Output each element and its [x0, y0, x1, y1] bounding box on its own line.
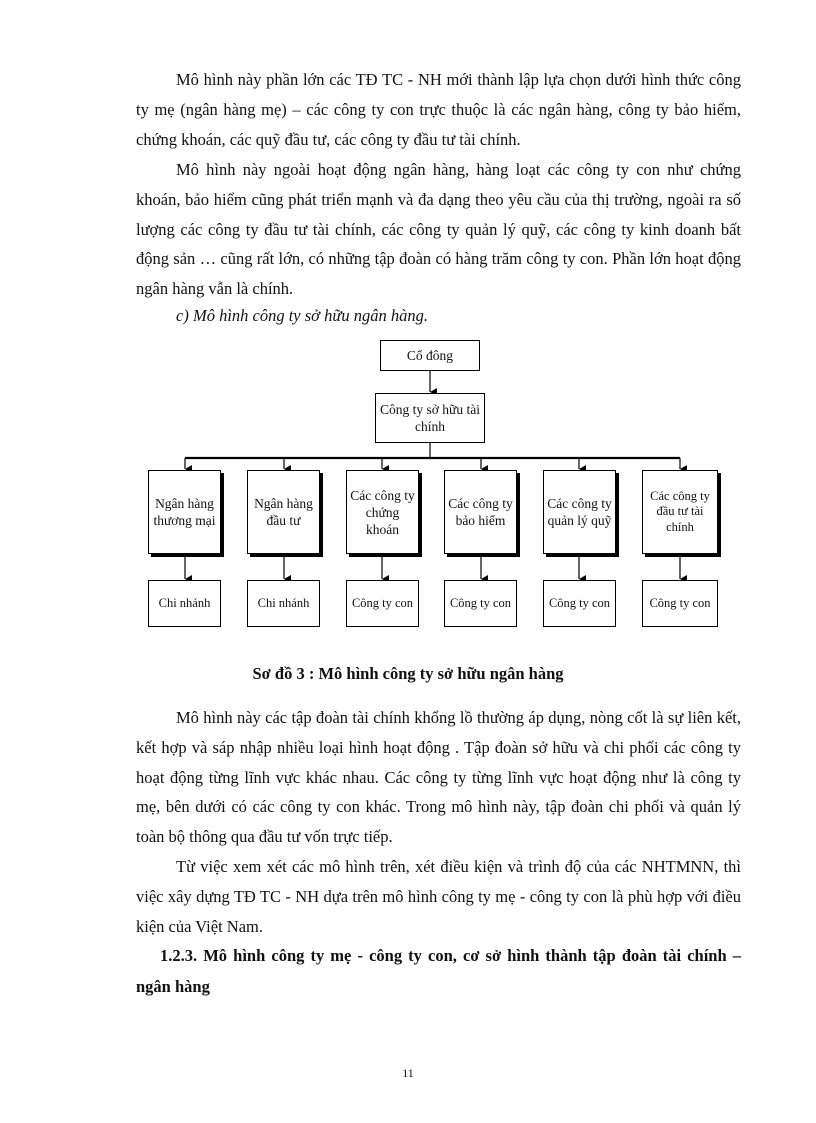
box-grandchild-1-label: Chi nhánh: [158, 595, 211, 610]
box-child-3-label: Các công ty chứng khoán: [350, 487, 415, 537]
paragraph-1-text: Mô hình này phần lớn các TĐ TC - NH mới thành lập lựa chọn dưới hình thức công ty mẹ (ngân hàng mẹ) – các công ty con trực thuộc là các ngân hàng, công ty bảo hiểm, chứng khoán, các quỹ đầu tư, các công ty đầu tư tài chính.: [136, 70, 741, 149]
box-child-3: [346, 470, 419, 554]
box-child-5: [543, 470, 616, 554]
section-heading: [136, 940, 741, 1002]
box-grandchild-2: [247, 580, 320, 627]
box-child-6-label: Các công ty đầu tư tài chính: [650, 488, 710, 534]
paragraph-4-text: Từ việc xem xét các mô hình trên, xét điều kiện và trình độ của các NHTMNN, thì việc xây dựng TĐ TC - NH dựa trên mô hình công ty mẹ - công ty con là phù hợp với điều kiện của Việt Nam.: [136, 857, 741, 936]
box-grandchild-5: [543, 580, 616, 627]
box-grandchild-3: [346, 580, 419, 627]
box-child-2: [247, 470, 320, 554]
box-child-6: [642, 470, 718, 554]
paragraph-4: [136, 852, 741, 941]
box-grandchild-1: [148, 580, 221, 627]
box-grandchild-3-label: Công ty con: [351, 595, 414, 610]
paragraph-3: [136, 703, 741, 852]
box-grandchild-5-label: Công ty con: [548, 595, 611, 610]
box-child-1: [148, 470, 221, 554]
box-grandchild-4-label: Công ty con: [449, 595, 512, 610]
box-root: [380, 340, 480, 371]
box-child-1-label: Ngân hàng thương mại: [153, 496, 216, 528]
box-holding: [375, 393, 485, 443]
box-grandchild-2-label: Chi nhánh: [257, 595, 310, 610]
section-heading-text: 1.2.3. Mô hình công ty mẹ - công ty con, cơ sở hình thành tập đoàn tài chính – ngân hàng: [136, 946, 741, 996]
box-child-4: [444, 470, 517, 554]
figure-caption: Sơ đồ 3 : Mô hình công ty sở hữu ngân hàng: [252, 664, 564, 683]
box-grandchild-6: [642, 580, 718, 627]
paragraph-2-text: Mô hình này ngoài hoạt động ngân hàng, hàng loạt các công ty con như chứng khoán, bảo hiểm cũng phát triển mạnh và đa dạng theo yêu cầu của thị trường, ngoài ra số lượng các công ty đầu tư tài chính, các công ty quản lý quỹ, các công ty kinh doanh bất động sản … cũng rất lớn, có những tập đoàn có hàng trăm công ty con. Phần lớn hoạt động ngân hàng vẫn là chính.: [136, 160, 741, 299]
box-child-4-label: Các công ty bảo hiểm: [448, 496, 513, 528]
subsection-caption: c) Mô hình công ty sở hữu ngân hàng.: [176, 306, 428, 325]
page-number: 11: [402, 1066, 414, 1080]
box-child-2-label: Ngân hàng đầu tư: [254, 496, 313, 528]
box-child-5-label: Các công ty quản lý quỹ: [547, 496, 612, 528]
paragraph-3-text: Mô hình này các tập đoàn tài chính khổng lồ thường áp dụng, nòng cốt là sự liên kết, kết hợp và sáp nhập nhiều loại hình hoạt động . Tập đoàn sở hữu và chi phối các công ty hoạt động từng lĩnh vực khác nhau. Các công ty từng lĩnh vực hoạt động như là công ty mẹ, bên dưới có các công ty con khác. Trong mô hình này, tập đoàn chi phối và quản lý toàn bộ thông qua đầu tư vốn trực tiếp.: [136, 708, 741, 847]
box-root-label: Cổ đông: [406, 348, 454, 363]
box-grandchild-6-label: Công ty con: [649, 595, 711, 610]
box-grandchild-4: [444, 580, 517, 627]
box-holding-label: Công ty sở hữu tài chính: [380, 402, 480, 434]
